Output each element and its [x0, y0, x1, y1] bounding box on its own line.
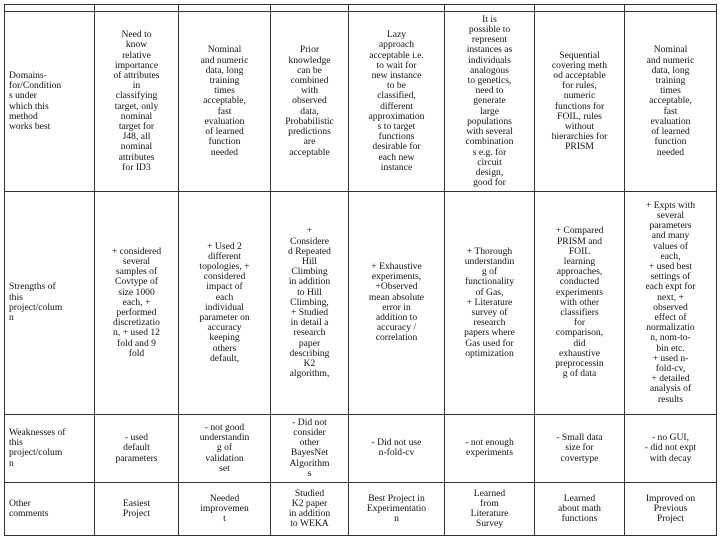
- cell-text: It is possible to represent instances as individuals analogous to genetics, need to generate large populations with several combination s e.g. for circuit design, good for: [465, 13, 514, 189]
- table-cell: [271, 483, 349, 536]
- table-cell: [179, 192, 271, 415]
- top-cell: [535, 5, 625, 12]
- cell-text: Best Project in Experimentatio n: [366, 492, 427, 525]
- table-cell: [179, 12, 271, 192]
- cell-text: Learned from Literature Survey: [470, 487, 509, 530]
- row-header: [5, 483, 95, 536]
- table-cell: [95, 12, 179, 192]
- table-top-row: [5, 5, 717, 12]
- cell-text: Sequential covering meth od acceptable for rules, numeric functions for FOIL, rules without hierarchies for PRISM: [551, 49, 608, 153]
- cell-text: - not good understandin g of validation set: [199, 421, 250, 474]
- cell-text: - Did not consider other BayesNet Algorithm s: [289, 416, 330, 479]
- cell-text: Studied K2 paper in addition to WEKA: [288, 487, 331, 530]
- cell-text: Need to know relative importance of attributes in classifying target, only nominal target for J48, all nominal attributes for ID3: [113, 29, 160, 173]
- cell-text: - used default parameters: [115, 432, 158, 464]
- table-cell: [349, 12, 445, 192]
- top-cell: [271, 5, 349, 12]
- table-row-domains: [5, 12, 717, 192]
- top-cell: [349, 5, 445, 12]
- table-cell: [535, 192, 625, 415]
- table-cell: [271, 12, 349, 192]
- table-cell: [535, 483, 625, 536]
- table-cell: [95, 483, 179, 536]
- cell-text: + Used 2 different topologies, + considered impact of each individual parameter on accuracy keeping others default,: [199, 240, 250, 364]
- top-cell: [445, 5, 535, 12]
- table-cell: [349, 414, 445, 483]
- cell-text: + Thorough understandin g of functionality of Gas, + Literature survey of research papers where Gas used for optimization: [464, 245, 515, 359]
- cell-text: Prior knowledge can be combined with observed data, Probabilistic predictions are acceptable: [285, 44, 334, 158]
- cell-text: Learned about math functions: [558, 492, 601, 525]
- cell-text: Needed improvemen t: [200, 492, 249, 525]
- cell-text: Nominal and numeric data, long training times acceptable, fast evaluation of learned function needed: [200, 44, 249, 158]
- cell-text: + considered several samples of Covtype of size 1000 each, + performed discretizatio n, + used 12 fold and 9 fold: [111, 245, 162, 359]
- table-cell: [445, 12, 535, 192]
- row-header: [5, 414, 95, 483]
- cell-text: Easiest Project: [122, 497, 151, 520]
- cell-text: Nominal and numeric data, long training times acceptable, fast evaluation of learned function needed: [646, 44, 695, 158]
- table-cell: [535, 414, 625, 483]
- row-header-text: Strengths of this project/colum n: [9, 281, 63, 324]
- row-header-text: Other comments: [9, 497, 49, 520]
- row-header-text: Weaknesses of this project/colum n: [9, 427, 66, 469]
- top-cell: [5, 5, 95, 12]
- table-cell: [625, 414, 717, 483]
- top-cell: [179, 5, 271, 12]
- table-cell: [445, 192, 535, 415]
- table-cell: [179, 483, 271, 536]
- cell-text: + Considere d Repeated Hill Climbing in addition to Hill Climbing, + Studied in detail a research paper describing K2 algorithm,: [288, 225, 331, 380]
- table-cell: [445, 483, 535, 536]
- top-cell: [95, 5, 179, 12]
- table-cell: [179, 414, 271, 483]
- cell-text: Improved on Previous Project: [645, 492, 696, 525]
- row-header: [5, 12, 95, 192]
- row-header: [5, 192, 95, 415]
- table-cell: [625, 12, 717, 192]
- table-cell: [445, 414, 535, 483]
- comparison-table: [4, 4, 717, 536]
- table-cell: [95, 192, 179, 415]
- cell-text: Lazy approach acceptable i.e. to wait for new instance to be classified, different approximation s to target functions desirable for each new instance: [368, 29, 425, 173]
- table-cell: [349, 192, 445, 415]
- table-cell: [271, 192, 349, 415]
- table-cell: [95, 414, 179, 483]
- row-header-text: Domains- for/Condition s under which this method works best: [9, 69, 62, 132]
- cell-text: + Expts with several parameters and many values of each, + used best settings of each expt for next, + observed effect of normalizatio n, nom-to- bin etc. + used n- fold-cv, + detailed analysis of results: [645, 199, 696, 405]
- table-row-strengths: [5, 192, 717, 415]
- cell-text: - Small data size for covertype: [556, 432, 603, 464]
- cell-text: - Did not use n-fold-cv: [371, 437, 422, 459]
- cell-text: - no GUI, - did not expt with decay: [644, 432, 697, 464]
- cell-text: + Compared PRISM and FOIL learning approaches, conducted experiments with other classifiers for comparison, did exhaustive preprocessin g of data: [555, 225, 604, 380]
- table-row-comments: [5, 483, 717, 536]
- table-cell: [625, 192, 717, 415]
- table-cell: [625, 483, 717, 536]
- table-cell: [349, 483, 445, 536]
- table-row-weaknesses: [5, 414, 717, 483]
- cell-text: - not enough experiments: [465, 437, 514, 459]
- top-cell: [625, 5, 717, 12]
- table-cell: [535, 12, 625, 192]
- cell-text: + Exhaustive experiments, +Observed mean absolute error in addition to accuracy / correlation: [368, 261, 425, 344]
- table-cell: [271, 414, 349, 483]
